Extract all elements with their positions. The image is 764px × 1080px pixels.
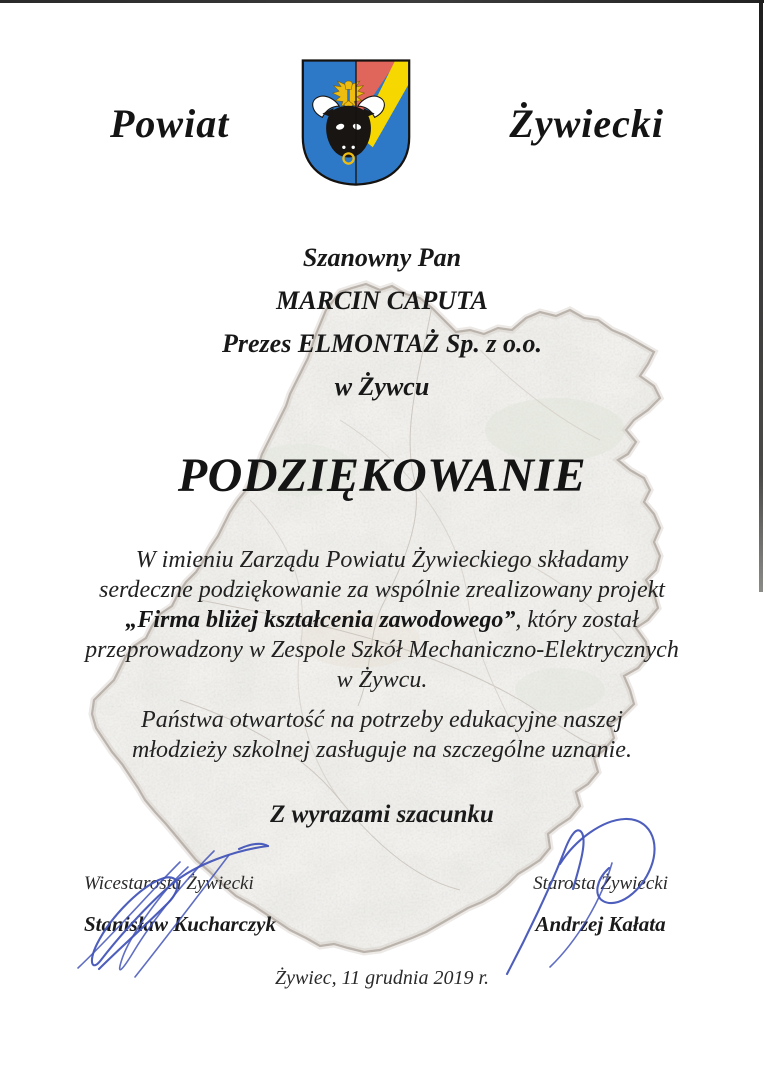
letterhead [0, 0, 764, 194]
signer-name-left: Stanisław Kucharczyk [84, 912, 276, 936]
recipient-position: Prezes ELMONTAŻ Sp. z o.o. [222, 329, 542, 358]
signature-block-left [84, 871, 276, 937]
paragraph1-line3 [52, 605, 712, 635]
recipient-name: MARCIN CAPUTA [276, 286, 488, 315]
recipient-block [0, 236, 764, 408]
recipient-salutation: Szanowny Pan [302, 243, 462, 272]
document-title: PODZIĘKOWANIE [177, 449, 587, 502]
body-paragraph-1 [52, 545, 712, 695]
signature-row [0, 871, 764, 937]
paragraph2-line1: Państwa otwartość na potrzeby edukacyjne naszej [141, 707, 623, 733]
place-and-date: Żywiec, 11 grudnia 2019 r. [274, 967, 490, 989]
signer-title-left: Wicestarosta Żywiecki [84, 873, 254, 894]
paragraph1-line4: przeprowadzony w Zespole Szkół Mechaniczno-Elektrycznych [85, 637, 679, 663]
scan-edge-right [759, 0, 763, 592]
coat-of-arms-icon [300, 52, 412, 194]
project-name: „Firma bliżej kształcenia zawodowego” [125, 607, 516, 633]
closing-phrase: Z wyrazami szacunku [270, 801, 494, 828]
recipient-location: w Żywcu [334, 372, 430, 401]
scan-edge-top [0, 0, 764, 3]
paragraph1-line5: w Żywcu. [336, 667, 428, 693]
paragraph2-line2: młodzieży szkolnej zasługuje na szczególne uznanie. [132, 737, 632, 763]
body-paragraph-2 [52, 705, 712, 765]
signature-block-right [533, 871, 668, 937]
paragraph1-line1: W imieniu Zarządu Powiatu Żywieckiego składamy [135, 547, 629, 573]
letterhead-left-title: Powiat [110, 100, 230, 146]
signer-name-right: Andrzej Kałata [535, 912, 666, 936]
paragraph1-line3-rest: , który został [515, 607, 639, 633]
signer-title-right: Starosta Żywiecki [533, 873, 668, 894]
paragraph1-line2: serdeczne podziękowanie za wspólnie zrealizowany projekt [99, 577, 665, 603]
letterhead-right-title: Żywiecki [509, 100, 664, 146]
